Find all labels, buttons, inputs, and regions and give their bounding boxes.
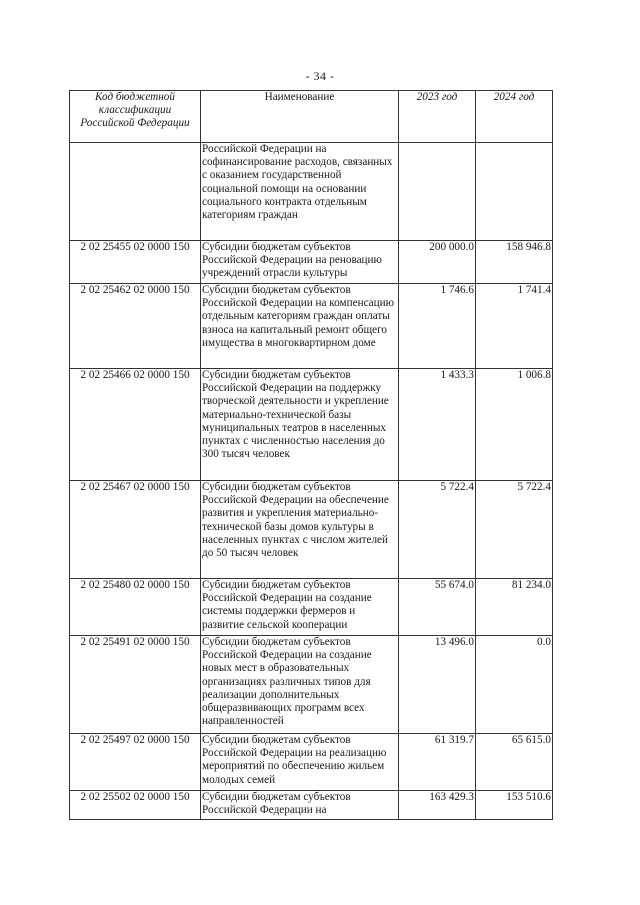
page-number: - 34 - bbox=[305, 69, 335, 83]
header-year-2023: 2023 год bbox=[399, 91, 476, 143]
row-value-2023: 5 722.4 bbox=[399, 481, 476, 579]
row-value-2024: 81 234.0 bbox=[476, 579, 553, 636]
row-value-2024: 0.0 bbox=[476, 636, 553, 734]
table-row bbox=[70, 481, 553, 579]
row-value-2023: 200 000.0 bbox=[399, 241, 476, 284]
table-row bbox=[70, 734, 553, 791]
row-code: 2 02 25455 02 0000 150 bbox=[70, 241, 201, 284]
row-value-2023: 61 319.7 bbox=[399, 734, 476, 791]
row-value-2024: 5 722.4 bbox=[476, 481, 553, 579]
table-row bbox=[70, 579, 553, 636]
header-name: Наименование bbox=[201, 91, 399, 143]
header-budget-code: Код бюджетной классификации Российской Федерации bbox=[70, 91, 201, 143]
row-name: Субсидии бюджетам субъектов Российской Федерации на bbox=[201, 791, 399, 820]
table-row bbox=[70, 284, 553, 369]
table-header-row bbox=[70, 91, 553, 143]
table-row bbox=[70, 369, 553, 481]
row-value-2023: 55 674.0 bbox=[399, 579, 476, 636]
row-value-2024: 1 006.8 bbox=[476, 369, 553, 481]
row-name: Российской Федерации на софинансирование расходов, связанных с оказанием государственной социальной помощи на основании социального контракта отдельным категориям граждан bbox=[201, 143, 399, 241]
row-code: 2 02 25462 02 0000 150 bbox=[70, 284, 201, 369]
row-code: 2 02 25466 02 0000 150 bbox=[70, 369, 201, 481]
budget-revenue-table bbox=[69, 90, 553, 820]
row-code: 2 02 25502 02 0000 150 bbox=[70, 791, 201, 820]
row-name: Субсидии бюджетам субъектов Российской Федерации на обеспечение развития и укрепления материально-технической базы домов культуры в населенных пунктах с числом жителей до 50 тысяч человек bbox=[201, 481, 399, 579]
table-row bbox=[70, 143, 553, 241]
row-name: Субсидии бюджетам субъектов Российской Федерации на компенсацию отдельным категориям граждан оплаты взноса на капитальный ремонт общего имущества в многоквартирном доме bbox=[201, 284, 399, 369]
row-code: 2 02 25467 02 0000 150 bbox=[70, 481, 201, 579]
table-row bbox=[70, 791, 553, 820]
row-value-2024: 158 946.8 bbox=[476, 241, 553, 284]
row-name: Субсидии бюджетам субъектов Российской Федерации на создание новых мест в образовательных организациях различных типов для реализации дополнительных общеразвивающих программ всех направленностей bbox=[201, 636, 399, 734]
row-code: 2 02 25480 02 0000 150 bbox=[70, 579, 201, 636]
row-value-2023: 163 429.3 bbox=[399, 791, 476, 820]
row-name: Субсидии бюджетам субъектов Российской Федерации на реализацию мероприятий по обеспечению жильем молодых семей bbox=[201, 734, 399, 791]
table-row bbox=[70, 636, 553, 734]
row-code: 2 02 25491 02 0000 150 bbox=[70, 636, 201, 734]
header-year-2024: 2024 год bbox=[476, 91, 553, 143]
table-row bbox=[70, 241, 553, 284]
row-value-2023: 13 496.0 bbox=[399, 636, 476, 734]
row-value-2023 bbox=[399, 143, 476, 241]
row-name: Субсидии бюджетам субъектов Российской Федерации на создание системы поддержки фермеров и развитие сельской кооперации bbox=[201, 579, 399, 636]
row-value-2024: 153 510.6 bbox=[476, 791, 553, 820]
row-name: Субсидии бюджетам субъектов Российской Федерации на реновацию учреждений отрасли культуры bbox=[201, 241, 399, 284]
row-value-2023: 1 433.3 bbox=[399, 369, 476, 481]
row-code bbox=[70, 143, 201, 241]
row-code: 2 02 25497 02 0000 150 bbox=[70, 734, 201, 791]
row-name: Субсидии бюджетам субъектов Российской Федерации на поддержку творческой деятельности и укрепление материально-технической базы муниципальных театров в населенных пунктах с численностью населения до 300 тысяч человек bbox=[201, 369, 399, 481]
row-value-2024: 65 615.0 bbox=[476, 734, 553, 791]
row-value-2023: 1 746.6 bbox=[399, 284, 476, 369]
row-value-2024: 1 741.4 bbox=[476, 284, 553, 369]
row-value-2024 bbox=[476, 143, 553, 241]
